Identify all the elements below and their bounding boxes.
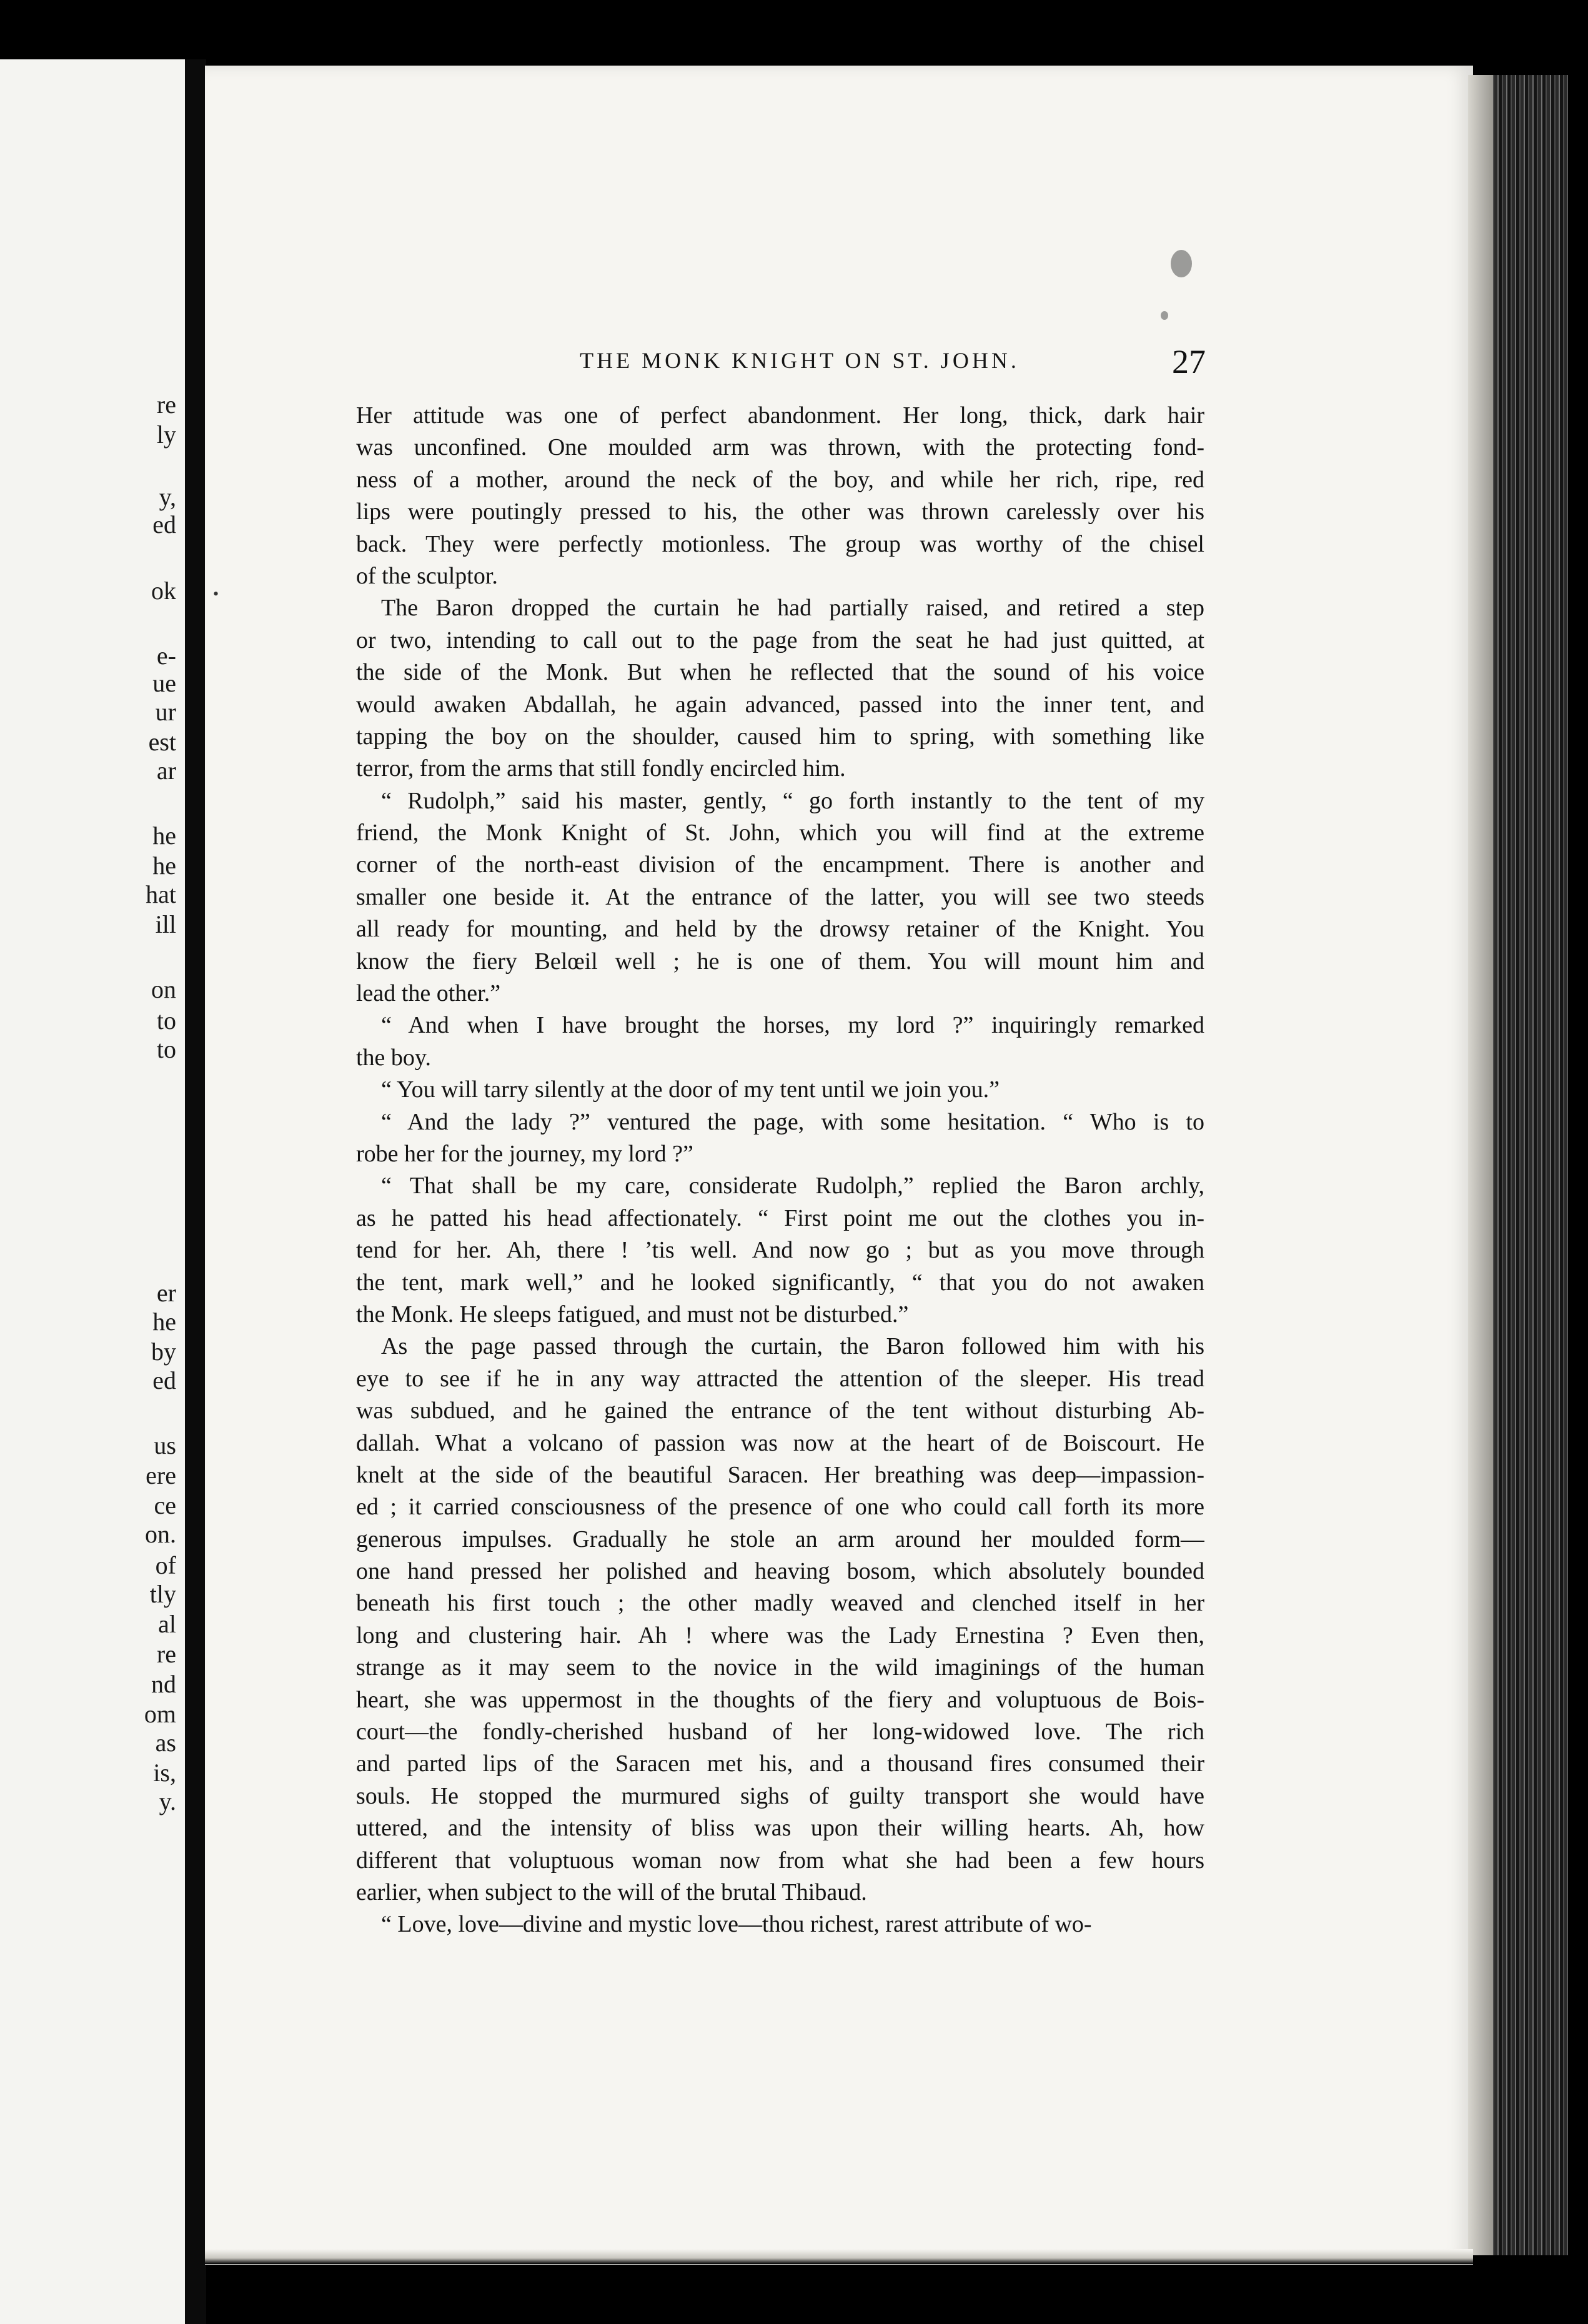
left-page-text-fragment: us — [154, 1431, 176, 1459]
left-page-text-fragment: on — [151, 975, 176, 1003]
text-line: “ Rudolph,” said his master, gently, “ go forth instantly to the tent of my — [381, 787, 1204, 814]
text-line: different that voluptuous woman now from what she had been a few hours — [356, 1847, 1204, 1874]
left-page-text-fragment: hat — [146, 880, 176, 908]
book-gutter — [185, 59, 206, 2324]
text-line: would awaken Abdallah, he again advanced, passed into the inner tent, and — [356, 691, 1204, 718]
left-page-text-fragment: est — [148, 728, 176, 756]
text-line: As the page passed through the curtain, the Baron followed him with his — [381, 1333, 1204, 1360]
left-page-text-fragment: ill — [155, 910, 176, 938]
left-page-text-fragment: he — [152, 1308, 176, 1336]
facing-left-page — [0, 59, 185, 2324]
text-line: earlier, when subject to the will of the brutal Thibaud. — [356, 1879, 867, 1905]
text-line: tend for her. Ah, there ! ’tis well. And now go ; but as you move through — [356, 1237, 1204, 1264]
text-line: the side of the Monk. But when he reflected that the sound of his voice — [356, 659, 1204, 686]
left-page-text-fragment: y. — [159, 1787, 176, 1815]
left-page-text-fragment: om — [144, 1700, 176, 1728]
left-page-text-fragment: tly — [149, 1580, 176, 1608]
text-line: back. They were perfectly motionless. The group was worthy of the chisel — [356, 530, 1204, 557]
text-line: know the fiery Belœil well ; he is one of them. You will mount him and — [356, 948, 1204, 975]
text-line: friend, the Monk Knight of St. John, which you will find at the extreme — [356, 820, 1204, 847]
text-line: “ That shall be my care, considerate Rudolph,” replied the Baron archly, — [381, 1173, 1204, 1199]
text-line: heart, she was uppermost in the thoughts of the fiery and voluptuous de Bois- — [356, 1686, 1204, 1713]
text-line: one hand pressed her polished and heaving bosom, which absolutely bounded — [356, 1558, 1204, 1585]
running-head: THE MONK KNIGHT ON ST. JOHN. — [580, 348, 1020, 373]
foxing-spot — [1161, 311, 1168, 320]
text-line: all ready for mounting, and held by the drowsy retainer of the Knight. You — [356, 916, 1204, 943]
left-page-text-fragment: ur — [155, 698, 176, 726]
left-page-text-fragment: ed — [152, 510, 176, 539]
text-line: generous impulses. Gradually he stole an arm around her moulded form— — [356, 1526, 1204, 1552]
text-line: corner of the north-east division of the encampment. There is another and — [356, 852, 1204, 878]
text-line: lips were poutingly pressed to his, the other was thrown carelessly over his — [356, 499, 1204, 525]
text-line: uttered, and the intensity of bliss was upon their willing hearts. Ah, how — [356, 1815, 1204, 1842]
left-page-text-fragment: ere — [146, 1461, 176, 1489]
left-page-text-fragment: he — [152, 822, 176, 850]
foxing-spot — [1171, 250, 1192, 277]
left-page-text-fragment: al — [158, 1610, 176, 1638]
text-line: court—the fondly-cherished husband of her long-widowed love. The rich — [356, 1719, 1204, 1745]
left-page-text-fragment: re — [156, 390, 176, 419]
left-page-text-fragment: of — [155, 1551, 176, 1579]
text-line: ed ; it carried consciousness of the presence of one who could call forth its more — [356, 1494, 1204, 1521]
left-page-text-fragment: ce — [154, 1491, 176, 1519]
text-line: of the sculptor. — [356, 562, 498, 589]
left-page-text-fragment: is, — [153, 1759, 176, 1787]
left-page-text-fragment: to — [156, 1035, 176, 1063]
text-line: or two, intending to call out to the page from the seat he had just quitted, at — [356, 627, 1204, 653]
text-line: was unconfined. One moulded arm was thrown, with the protecting fond- — [356, 434, 1204, 461]
text-line: long and clustering hair. Ah ! where was the Lady Ernestina ? Even then, — [356, 1622, 1204, 1649]
text-line: was subdued, and he gained the entrance of the tent without disturbing Ab- — [356, 1398, 1204, 1424]
left-page-text-fragment: on. — [145, 1520, 176, 1548]
body-text — [356, 400, 1204, 1941]
left-page-text-fragment: to — [156, 1006, 176, 1035]
text-line: beneath his first touch ; the other madly weaved and clenched itself in her — [356, 1590, 1204, 1617]
text-line: the tent, mark well,” and he looked significantly, “ that you do not awaken — [356, 1269, 1204, 1296]
text-line: robe her for the journey, my lord ?” — [356, 1140, 693, 1167]
left-page-text-fragment: ar — [156, 757, 176, 785]
text-line: the Monk. He sleeps fatigued, and must not be disturbed.” — [356, 1301, 909, 1328]
text-line: The Baron dropped the curtain he had partially raised, and retired a step — [381, 595, 1204, 622]
text-line: “ And when I have brought the horses, my lord ?” inquiringly remarked — [381, 1012, 1204, 1039]
left-page-text-fragment: by — [151, 1338, 176, 1366]
left-page-text-fragment: ok — [151, 577, 176, 605]
left-page-text-fragment: re — [156, 1640, 176, 1668]
left-page-text-fragment: e- — [156, 642, 176, 670]
text-line: eye to see if he in any way attracted the attention of the sleeper. His tread — [356, 1365, 1204, 1392]
text-line: and parted lips of the Saracen met his, and a thousand fires consumed their — [356, 1750, 1204, 1777]
left-page-text-fragment: y, — [159, 483, 176, 511]
text-line: souls. He stopped the murmured sighs of guilty transport she would have — [356, 1782, 1204, 1809]
margin-mark: • — [213, 585, 219, 603]
text-line: “ Love, love—divine and mystic love—thou richest, rarest attribute of wo- — [381, 1911, 1092, 1938]
text-line: lead the other.” — [356, 980, 501, 1007]
text-line: knelt at the side of the beautiful Saracen. Her breathing was deep—impassion- — [356, 1461, 1204, 1488]
page-bottom-edge — [205, 2249, 1473, 2264]
text-line: strange as it may seem to the novice in the wild imaginings of the human — [356, 1654, 1204, 1681]
left-page-text-fragment: nd — [151, 1670, 176, 1698]
left-page-text-fragment: he — [152, 852, 176, 880]
page-edge-shadow — [1468, 75, 1493, 2255]
text-line: “ And the lady ?” ventured the page, with some hesitation. “ Who is to — [381, 1108, 1204, 1135]
text-line: the boy. — [356, 1044, 431, 1071]
left-page-text-fragment: ly — [156, 420, 176, 449]
text-line: dallah. What a volcano of passion was now at the heart of de Boiscourt. He — [356, 1429, 1204, 1456]
text-line: smaller one beside it. At the entrance of the latter, you will see two steeds — [356, 883, 1204, 910]
left-page-text-fragment: ue — [152, 669, 176, 697]
text-line: terror, from the arms that still fondly encircled him. — [356, 755, 846, 782]
left-page-text-fragment: as — [155, 1729, 176, 1757]
text-line: Her attitude was one of perfect abandonment. Her long, thick, dark hair — [356, 402, 1204, 429]
text-line: tapping the boy on the shoulder, caused him to spring, with something like — [356, 723, 1204, 750]
text-line: as he patted his head affectionately. “ First point me out the clothes you in- — [356, 1204, 1204, 1231]
left-page-text-fragment: ed — [152, 1366, 176, 1394]
page-number: 27 — [1172, 343, 1206, 380]
left-page-text-fragment: er — [156, 1279, 176, 1307]
text-line: ness of a mother, around the neck of the boy, and while her rich, ripe, red — [356, 466, 1204, 493]
text-line: “ You will tarry silently at the door of my tent until we join you.” — [381, 1076, 1000, 1103]
